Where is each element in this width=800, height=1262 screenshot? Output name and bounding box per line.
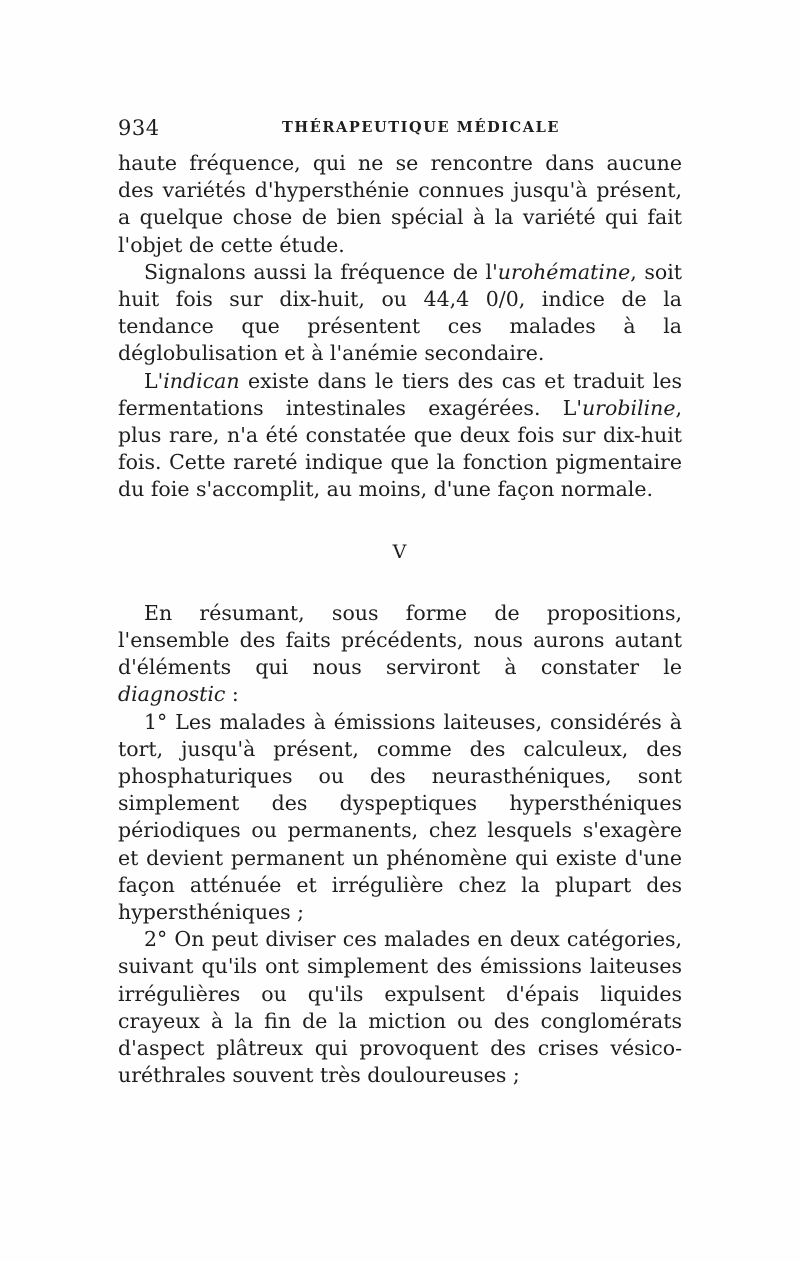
proposition-2 xyxy=(118,926,682,1089)
text-segment: , soit huit fois sur dix-huit, ou 44,4 0/0, indice de la tendance que présentent ces malades à la déglobulisation et à l'anémie secondaire. xyxy=(118,259,682,366)
proposition-text: 1° Les malades à émissions laiteuses, considérés à tort, jusqu'à présent, comme des calculeux, des phosphaturiques ou des neurasthéniques, sont simplement des dyspeptiques hypersthéniques périodiques ou permanents, chez lesquels s'exagère et devient permanent un phénomène qui existe d'une façon atténuée et irrégulière chez la plupart des hypersthéniques ; xyxy=(118,709,682,925)
page-header xyxy=(118,116,682,140)
term-diagnostic: diagnostic xyxy=(118,682,226,707)
text-segment: : xyxy=(225,682,239,707)
text-segment: existe dans le tiers des cas et traduit les fermentations intestinales exagérées. L' xyxy=(118,368,682,420)
paragraph-text: haute fréquence, qui ne se rencontre dans aucune des variétés d'hypersthénie connues jusqu'à présent, a quelque chose de bien spécial à la variété qui fait l'objet de cette étude. xyxy=(118,151,682,257)
section-number: V xyxy=(392,540,408,563)
term-urobiline: urobiline xyxy=(581,395,676,420)
paragraph-continuation xyxy=(118,150,682,259)
running-head: THÉRAPEUTIQUE MÉDICALE xyxy=(282,119,561,136)
term-urohematine: urohématine xyxy=(497,259,631,284)
term-indican: indican xyxy=(163,368,240,393)
paragraph-indican xyxy=(118,368,682,504)
text-segment: L' xyxy=(144,368,164,393)
text-segment: En résumant, sous forme de propositions, l'ensemble des faits précédents, nous aurons autant d'éléments qui nous serviront à constater le xyxy=(118,600,682,680)
proposition-1 xyxy=(118,709,682,927)
text-segment: Signalons aussi la fréquence de l' xyxy=(144,259,498,284)
paragraph-urohematine xyxy=(118,259,682,368)
paragraph-summary-intro xyxy=(118,600,682,709)
text-segment: , plus rare, n'a été constatée que deux fois sur dix-huit fois. Cette rareté indique que la fonction pigmentaire du foie s'accomplit, au moins, d'une façon normale. xyxy=(118,395,682,502)
body-text xyxy=(118,150,682,1090)
proposition-text: 2° On peut diviser ces malades en deux catégories, suivant qu'ils ont simplement des émissions laiteuses irrégulières ou qu'ils expulsent d'épais liquides crayeux à la fin de la miction ou des conglomérats d'aspect plâtreux qui provoquent des crises vésico-uréthrales souvent très douloureuses ; xyxy=(118,927,682,1088)
page-number: 934 xyxy=(118,116,160,140)
